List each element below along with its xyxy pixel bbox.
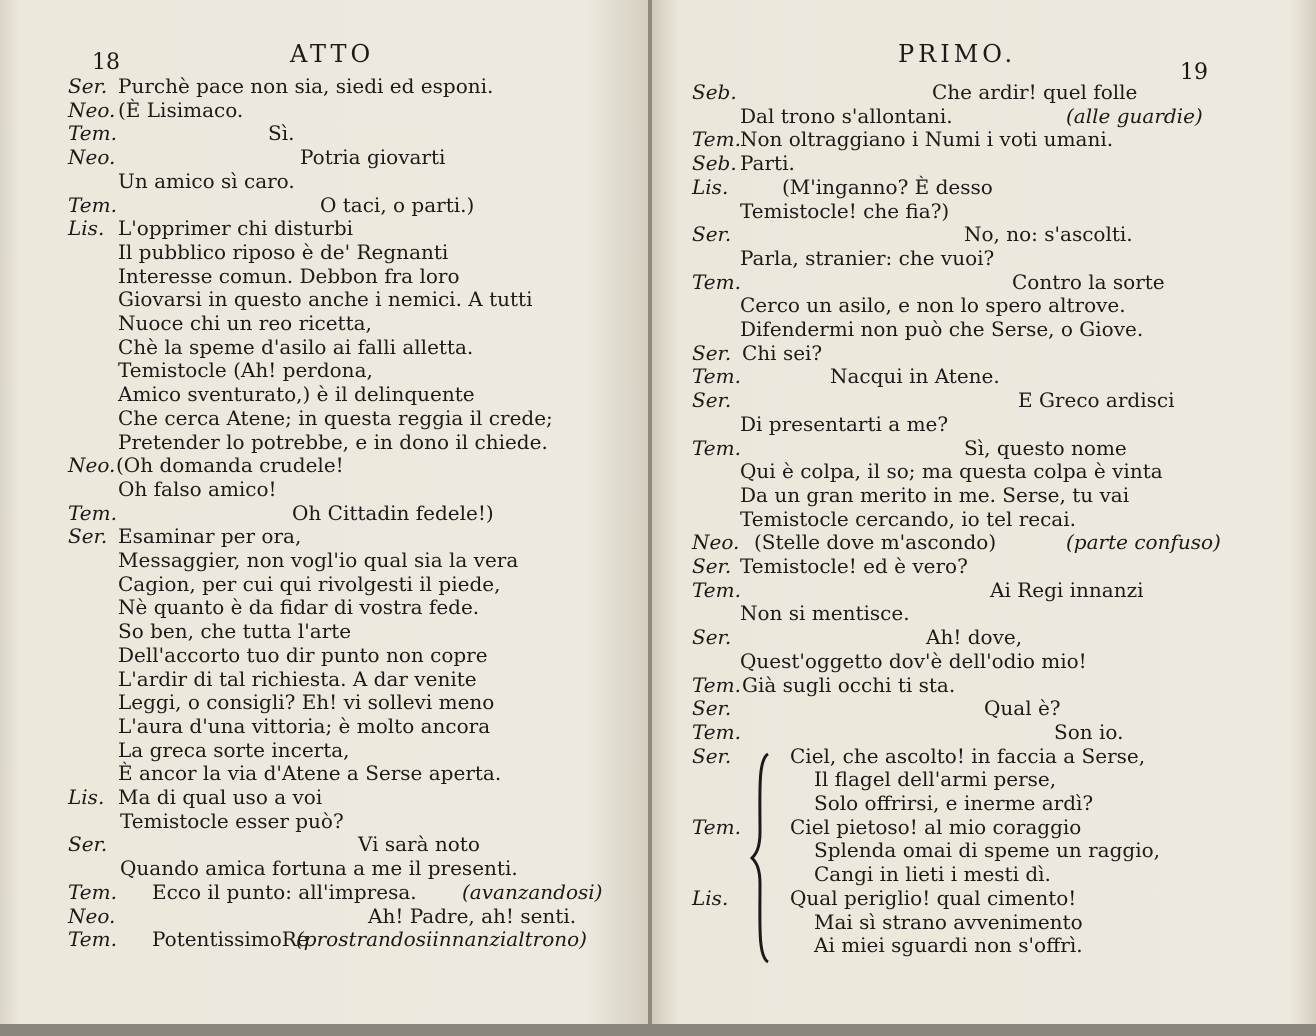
- speaker-name: Lis.: [68, 785, 105, 809]
- verse-line: [652, 104, 1316, 128]
- speaker-name: Lis.: [692, 885, 729, 910]
- right-page: [652, 0, 1316, 1036]
- speaker-name: Neo.: [692, 530, 740, 555]
- line-text: L'aura d'una vittoria; è molto ancora: [118, 713, 491, 738]
- line-text: Non oltraggiano i Numi i voti umani.: [740, 127, 1114, 152]
- line-text: Ai Regi innanzi: [990, 577, 1144, 602]
- speaker-name: Tem.: [68, 121, 117, 146]
- verse-line: [0, 121, 651, 145]
- speaker-name: Tem.: [692, 672, 741, 697]
- verse-line: [652, 175, 1316, 199]
- running-header: PRIMO.: [898, 40, 1017, 68]
- verse-line: [652, 530, 1316, 554]
- speaker-name: Neo.: [68, 97, 116, 122]
- verse-line: [652, 933, 1316, 957]
- speaker-name: Neo.: [68, 453, 116, 478]
- verse-line: [0, 832, 651, 856]
- line-text: Chè la speme d'asilo ai falli alletta.: [118, 334, 474, 359]
- line-text: Oh Cittadin fedele!): [292, 500, 494, 525]
- line-text: Pretender lo potrebbe, e in dono il chiede.: [118, 429, 548, 454]
- running-header: ATTO: [290, 40, 375, 68]
- page-edge: [0, 1024, 1316, 1036]
- speaker-name: Ser.: [692, 743, 732, 768]
- verse-line: [0, 406, 651, 430]
- line-text: Ciel pietoso! al mio coraggio: [790, 814, 1082, 839]
- verse-line: [652, 720, 1316, 744]
- speaker-name: Tem.: [692, 719, 741, 744]
- verse-line: [652, 459, 1316, 483]
- verse-line: [652, 767, 1316, 791]
- speaker-name: Lis.: [68, 216, 105, 241]
- verse-line: [0, 856, 651, 880]
- speaker-name: Seb.: [692, 80, 737, 104]
- line-text: L'opprimer chi disturbi: [118, 216, 354, 241]
- line-text: Non si mentisce.: [740, 601, 910, 626]
- verse-line: [0, 501, 651, 525]
- verse-line: [0, 169, 651, 193]
- verse-line: [652, 910, 1316, 934]
- speaker-name: Lis.: [692, 174, 729, 199]
- verse-line: [652, 412, 1316, 436]
- line-text: (Oh domanda crudele!: [116, 453, 344, 478]
- speaker-name: Tem.: [68, 927, 117, 952]
- verse-line: [0, 904, 651, 928]
- speaker-name: Ser.: [692, 554, 732, 578]
- verse-line: [0, 335, 651, 359]
- line-text: Nacqui in Atene.: [830, 364, 1000, 389]
- line-text: Qual è?: [984, 696, 1061, 721]
- line-text: Nuoce chi un reo ricetta,: [118, 311, 372, 335]
- speaker-name: Tem.: [68, 500, 117, 525]
- stage-direction: (alle guardie): [1066, 103, 1203, 128]
- line-text: PotentissimoRe: [152, 927, 309, 952]
- line-text: Chi sei?: [742, 340, 823, 365]
- speaker-name: Ser.: [692, 625, 732, 650]
- line-text: Leggi, o consigli? Eh! vi sollevi meno: [118, 690, 495, 715]
- line-text: O taci, o parti.): [320, 192, 475, 217]
- speaker-name: Ser.: [68, 832, 108, 857]
- verse-line: [0, 382, 651, 406]
- line-text: Ma di qual uso a voi: [118, 785, 323, 809]
- verse-line: [652, 744, 1316, 768]
- verse-line: [0, 785, 651, 809]
- line-text: Qual periglio! qual cimento!: [790, 885, 1077, 910]
- line-text: Son io.: [1054, 719, 1124, 744]
- line-text: Da un gran merito in me. Serse, tu vai: [740, 482, 1130, 507]
- verse-line: [652, 364, 1316, 388]
- line-text: Parti.: [740, 151, 795, 176]
- verse-line: [0, 145, 651, 169]
- verse-line: [652, 436, 1316, 460]
- line-text: Temistocle! ed è vero?: [740, 554, 968, 578]
- line-text: Che ardir! quel folle: [932, 80, 1138, 104]
- line-text: (Stelle dove m'ascondo): [754, 530, 997, 555]
- verse-line: [0, 430, 651, 454]
- line-text: Sì, questo nome: [964, 435, 1127, 460]
- line-text: Cerco un asilo, e non lo spero altrove.: [740, 293, 1126, 318]
- verse-line: [652, 838, 1316, 862]
- speaker-name: Tem.: [68, 879, 117, 904]
- verse-line: [652, 601, 1316, 625]
- verse-line: [652, 270, 1316, 294]
- verse-line: [652, 199, 1316, 223]
- page-number: 19: [1180, 60, 1208, 85]
- speaker-name: Ser.: [68, 74, 108, 98]
- line-text: Parla, stranier: che vuoi?: [740, 245, 995, 270]
- verse-line: [652, 791, 1316, 815]
- line-text: Dell'accorto tuo dir punto non copre: [118, 642, 488, 667]
- speaker-name: Neo.: [68, 145, 116, 170]
- verse-line: [0, 524, 651, 548]
- speaker-name: Tem.: [68, 192, 117, 217]
- line-text: Un amico sì caro.: [118, 168, 295, 193]
- line-text: Esaminar per ora,: [118, 524, 302, 549]
- line-text: (M'inganno? È desso: [782, 174, 993, 199]
- line-text: Temistocle (Ah! perdona,: [118, 358, 373, 383]
- speaker-name: Tem.: [692, 364, 741, 389]
- line-text: Cagion, per cui qui rivolgesti il piede,: [118, 571, 501, 596]
- line-text: Già sugli occhi ti sta.: [742, 672, 956, 697]
- speaker-name: Ser.: [692, 696, 732, 721]
- verse-line: [652, 341, 1316, 365]
- verse-line: [0, 809, 651, 833]
- verse-line: [0, 548, 651, 572]
- speaker-name: Ser.: [692, 222, 732, 247]
- line-text: Che cerca Atene; in questa reggia il crede;: [118, 405, 553, 430]
- line-text: Purchè pace non sia, siedi ed esponi.: [118, 74, 494, 98]
- line-text: Dal trono s'allontani.: [740, 103, 953, 128]
- line-text: (È Lisimaco.: [118, 97, 244, 122]
- line-text: Sì.: [268, 121, 295, 146]
- verse-line: [652, 673, 1316, 697]
- speaker-name: Tem.: [692, 435, 741, 460]
- verse-line: [652, 222, 1316, 246]
- line-text: Messaggier, non vogl'io qual sia la vera: [118, 548, 519, 572]
- verse-line: [0, 738, 651, 762]
- speaker-name: Tem.: [692, 269, 741, 294]
- stage-direction: (avanzandosi): [462, 879, 603, 904]
- verse-line: [0, 690, 651, 714]
- line-text: So ben, che tutta l'arte: [118, 619, 352, 644]
- line-text: Temistocle cercando, io tel recai.: [740, 506, 1076, 531]
- verse-line: [652, 862, 1316, 886]
- stage-direction: (prostrandosiinnanzialtrono): [296, 927, 587, 952]
- verse-line: [652, 317, 1316, 341]
- verse-line: [0, 643, 651, 667]
- line-text: Ai miei sguardi non s'offrì.: [814, 933, 1083, 958]
- line-text: È ancor la via d'Atene a Serse aperta.: [118, 761, 502, 786]
- verse-line: [0, 714, 651, 738]
- line-text: No, no: s'ascolti.: [964, 222, 1133, 247]
- speaker-name: Tem.: [692, 577, 741, 602]
- speaker-name: Tem.: [692, 814, 741, 839]
- line-text: Interesse comun. Debbon fra loro: [118, 263, 460, 288]
- verse-line: [0, 572, 651, 596]
- line-text: La greca sorte incerta,: [118, 737, 350, 762]
- line-text: Il pubblico riposo è de' Regnanti: [118, 239, 449, 264]
- verse-line: [652, 578, 1316, 602]
- line-text: Mai sì strano avvenimento: [814, 909, 1083, 934]
- verse-line: [652, 483, 1316, 507]
- verse-line: [0, 761, 651, 785]
- line-text: Il flagel dell'armi perse,: [814, 767, 1057, 792]
- line-text: Cangi in lieti i mesti dì.: [814, 862, 1051, 887]
- verse-line: [0, 619, 651, 643]
- left-page: [0, 0, 651, 1036]
- line-text: Oh falso amico!: [118, 476, 277, 501]
- line-text: Difendermi non può che Serse, o Giove.: [740, 317, 1144, 341]
- verse-line: [652, 151, 1316, 175]
- verse-line: [652, 80, 1316, 104]
- verse-line: [0, 240, 651, 264]
- verse-line: [0, 880, 651, 904]
- verse-line: [0, 311, 651, 335]
- line-text: Contro la sorte: [1012, 269, 1165, 294]
- verse-line: [652, 388, 1316, 412]
- verse-line: [0, 477, 651, 501]
- line-text: Splenda omai di speme un raggio,: [814, 838, 1161, 863]
- line-text: Potria giovarti: [300, 145, 446, 170]
- verse-line: [0, 216, 651, 240]
- verse-line: [652, 886, 1316, 910]
- verse-line: [0, 453, 651, 477]
- line-text: Temistocle! che fia?): [740, 198, 950, 223]
- line-text: Ah! dove,: [926, 625, 1023, 650]
- line-text: L'ardir di tal richiesta. A dar venite: [118, 666, 477, 691]
- verse-line: [652, 625, 1316, 649]
- verse-line: [0, 287, 651, 311]
- verse-line: [0, 74, 651, 98]
- speaker-name: Ser.: [692, 340, 732, 365]
- line-text: Temistocle esser può?: [120, 808, 344, 833]
- verse-line: [0, 595, 651, 619]
- line-text: E Greco ardisci: [1018, 388, 1175, 413]
- speaker-name: Ser.: [68, 524, 108, 549]
- line-text: Solo offrirsi, e inerme ardì?: [814, 791, 1094, 815]
- verse-line: [0, 358, 651, 382]
- verse-line: [652, 649, 1316, 673]
- verse-line: [652, 554, 1316, 578]
- verse-line: [652, 246, 1316, 270]
- verse-line: [0, 264, 651, 288]
- line-text: Quando amica fortuna a me il presenti.: [120, 856, 518, 881]
- line-text: Nè quanto è da fidar di vostra fede.: [118, 595, 480, 620]
- line-text: Qui è colpa, il so; ma questa colpa è vinta: [740, 459, 1163, 484]
- verse-line: [652, 696, 1316, 720]
- stage-direction: (parte confuso): [1066, 530, 1221, 555]
- line-text: Vi sarà noto: [358, 832, 480, 857]
- line-text: Di presentarti a me?: [740, 411, 949, 436]
- verse-line: [0, 98, 651, 122]
- verse-line: [652, 293, 1316, 317]
- verse-line: [0, 193, 651, 217]
- verse-line: [0, 667, 651, 691]
- line-text: Ah! Padre, ah! senti.: [368, 903, 577, 928]
- line-text: Quest'oggetto dov'è dell'odio mio!: [740, 648, 1087, 673]
- speaker-name: Neo.: [68, 903, 116, 928]
- line-text: Giovarsi in questo anche i nemici. A tutti: [118, 287, 533, 312]
- verse-line: [652, 815, 1316, 839]
- speaker-name: Tem.: [692, 127, 741, 152]
- verse-line: [652, 507, 1316, 531]
- verse-line: [0, 927, 651, 951]
- speaker-name: Ser.: [692, 388, 732, 413]
- speaker-name: Seb.: [692, 151, 737, 176]
- page-number: 18: [92, 50, 120, 75]
- line-text: Ecco il punto: all'impresa.: [152, 879, 417, 904]
- line-text: Ciel, che ascolto! in faccia a Serse,: [790, 743, 1146, 768]
- line-text: Amico sventurato,) è il delinquente: [118, 382, 475, 407]
- verse-line: [652, 127, 1316, 151]
